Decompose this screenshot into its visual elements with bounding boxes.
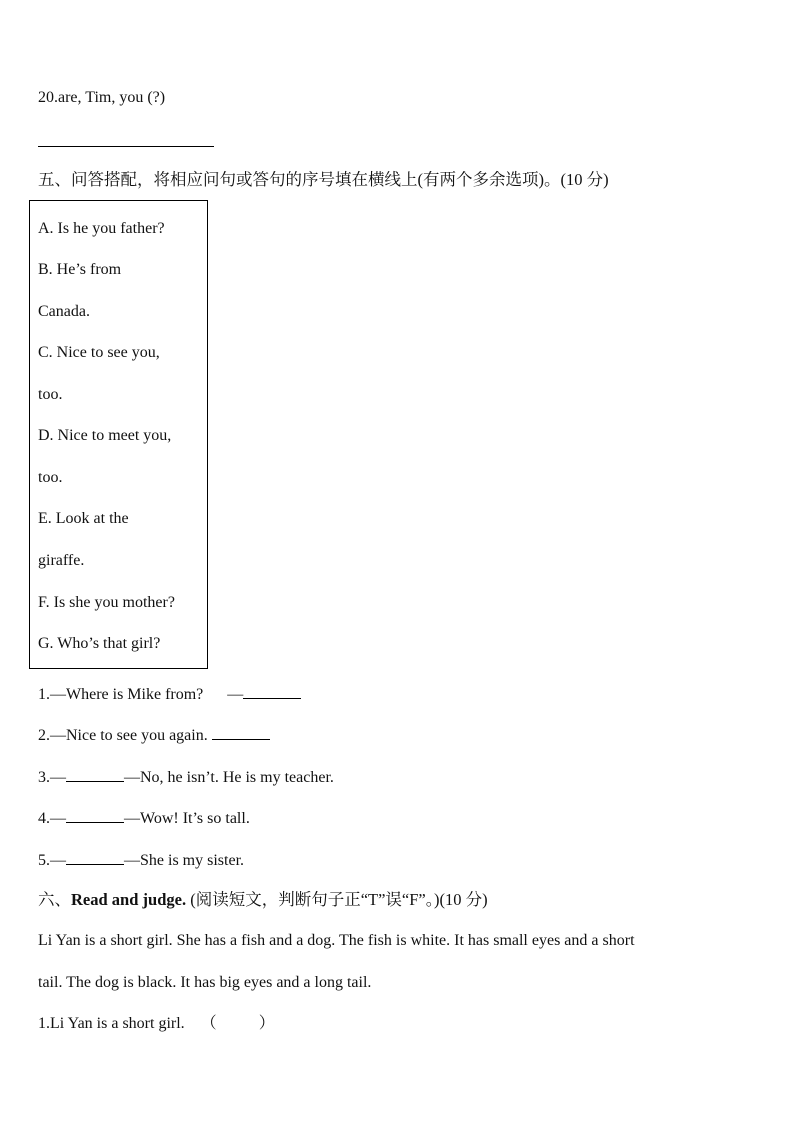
option-line: E. Look at the [38,510,129,527]
section-title-en: Read and judge. [71,890,187,909]
option-line: G. Who’s that girl? [38,635,161,652]
question-prefix: 3.— [38,769,66,786]
answer-blank[interactable] [66,806,124,823]
question-prefix: 1.—Where is Mike from? [38,686,204,703]
option-line: B. He’s from [38,261,122,278]
paren-close: ） [258,1015,275,1032]
question-suffix: —She is my sister. [124,852,245,869]
question-text: 1.Li Yan is a short girl. [38,1015,185,1032]
option-line: giraffe. [38,552,85,569]
section-title-cn: (阅读短文，判断句子正“T”误“F”。)(10 分) [190,890,488,909]
answer-blank[interactable] [243,682,301,699]
question-prefix: 2.—Nice to see you again. [38,727,208,744]
judge-question-1 [38,1014,275,1034]
answer-blank[interactable] [66,765,124,782]
matching-question-3 [38,765,334,788]
option-line: F. Is she you mother? [38,594,175,611]
paren-open: （ [200,1015,217,1032]
question-text: are, Tim, you (?) [58,89,166,106]
question-suffix: —Wow! It’s so tall. [124,810,250,827]
passage-line: tail. The dog is black. It has big eyes and a long tail. [38,974,372,991]
matching-question-5 [38,848,244,871]
answer-blank[interactable] [66,848,124,865]
matching-question-2 [38,723,270,746]
section-5-title: 五、问答搭配，将相应问句或答句的序号填在横线上(有两个多余选项)。(10 分) [38,170,609,189]
answer-line [38,146,214,147]
question-prefix: 5.— [38,852,66,869]
option-line: C. Nice to see you, [38,344,160,361]
option-line: Canada. [38,303,90,320]
question-prefix: 4.— [38,810,66,827]
option-line: too. [38,386,63,403]
options-box [29,200,208,669]
question-mid: — [227,686,244,703]
option-line: D. Nice to meet you, [38,427,172,444]
option-line: A. Is he you father? [38,220,165,237]
section-6-title [38,890,488,910]
question-20 [38,88,165,108]
answer-blank[interactable] [212,723,270,740]
matching-question-4 [38,806,250,829]
question-number: 20. [38,89,58,106]
option-line: too. [38,469,63,486]
section-number: 六、 [38,890,71,909]
question-suffix: —No, he isn’t. He is my teacher. [124,769,334,786]
passage-line: Li Yan is a short girl. She has a fish and a dog. The fish is white. It has small eyes and a short [38,932,635,949]
matching-question-1 [38,682,301,705]
